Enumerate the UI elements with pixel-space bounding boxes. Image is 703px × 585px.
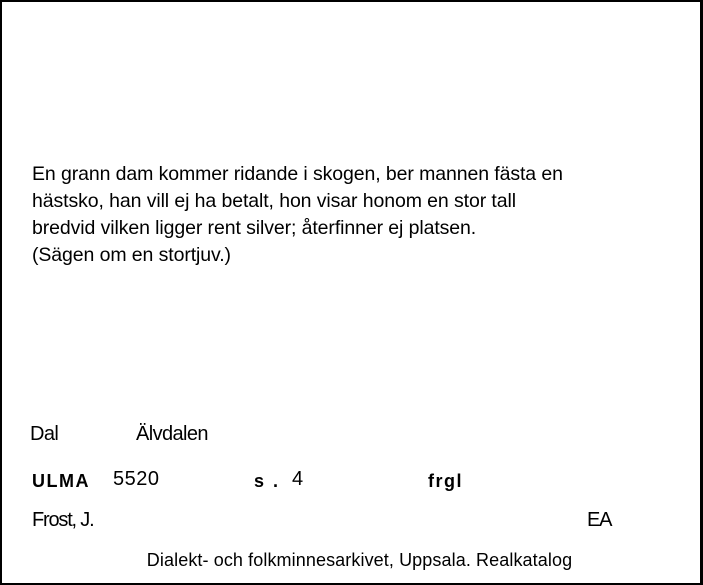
record-number: 5520 bbox=[113, 468, 160, 490]
parish-label: Älvdalen bbox=[136, 423, 208, 445]
region-label: Dal bbox=[30, 423, 59, 445]
card-text-line: bredvid vilken ligger rent silver; återfinner ej platsen. bbox=[32, 217, 477, 239]
card-text bbox=[32, 161, 682, 269]
archive-footer bbox=[2, 550, 703, 571]
category-code: frgl bbox=[428, 471, 463, 491]
collector-name: Frost, J. bbox=[32, 509, 94, 531]
archive-footer-text: Dialekt- och folkminnesarkivet, Uppsala. Realkatalog bbox=[146, 550, 573, 570]
card-text-line: (Sägen om en stortjuv.) bbox=[32, 244, 231, 266]
recorder-initials: EA bbox=[587, 509, 612, 531]
page-label: s . bbox=[254, 471, 281, 491]
card-text-line: En grann dam kommer ridande i skogen, ber mannen fästa en bbox=[32, 163, 563, 185]
card-text-line: hästsko, han vill ej ha betalt, hon visar honom en stor tall bbox=[32, 190, 516, 212]
archive-code: ULMA bbox=[32, 471, 90, 491]
page-number: 4 bbox=[292, 468, 304, 490]
